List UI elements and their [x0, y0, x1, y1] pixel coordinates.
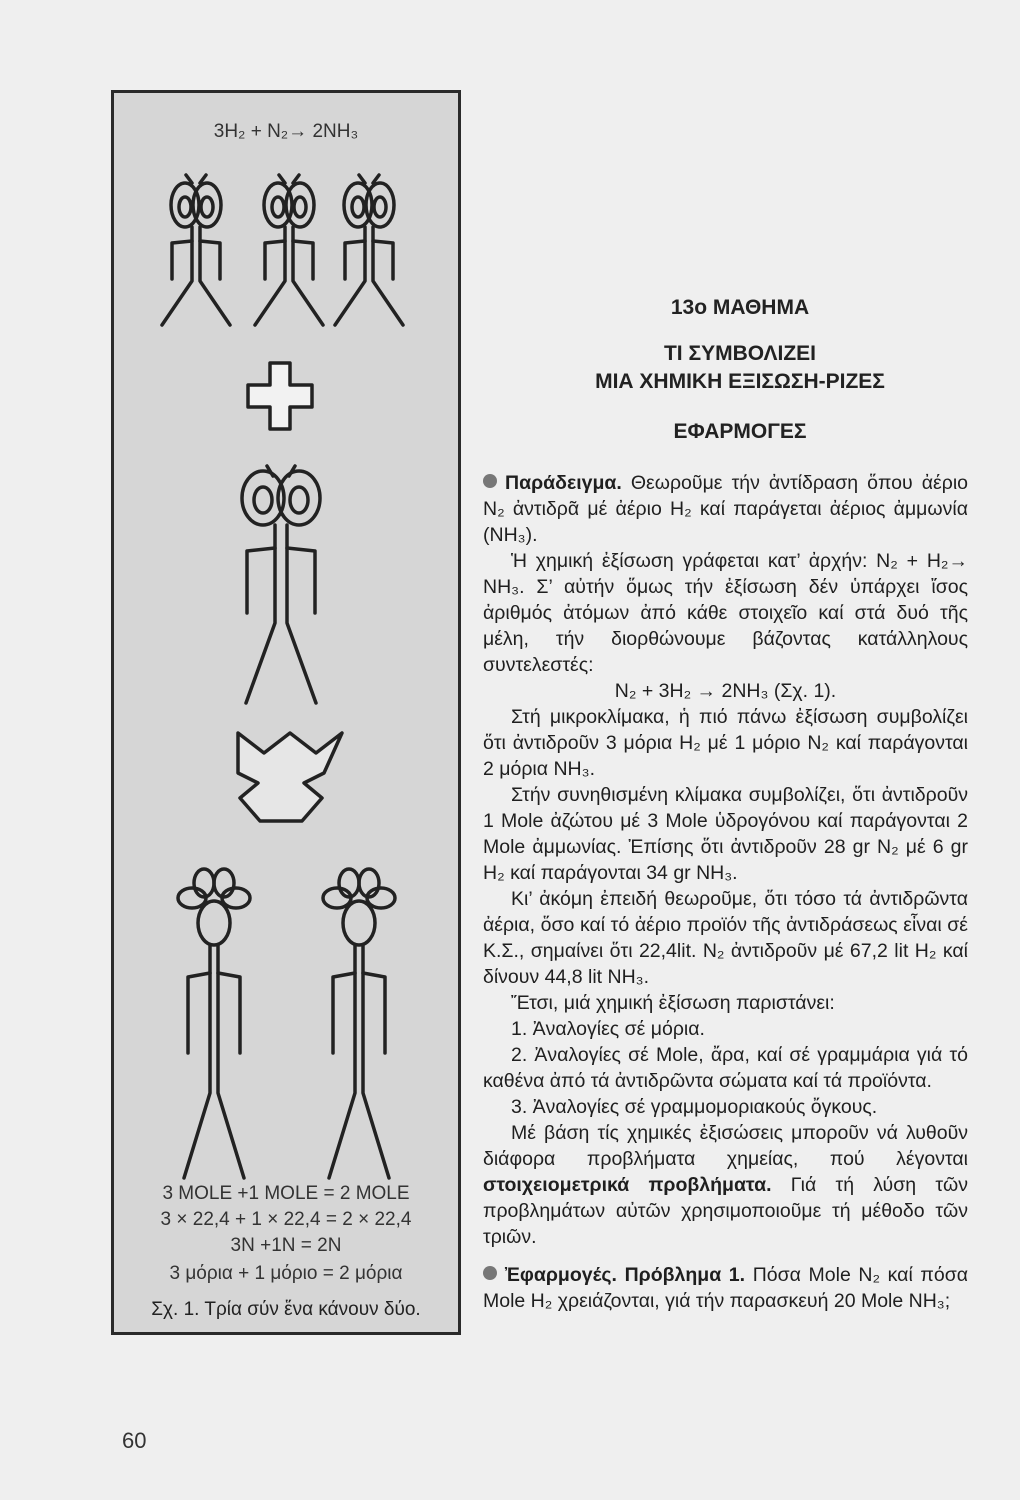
stick-figures-illustration: [114, 93, 464, 1338]
figure-top-equation: 3H₂ + N₂→ 2NH₃: [213, 121, 359, 142]
page-number: 60: [122, 1428, 147, 1453]
balanced-equation: N₂ + 3H₂ → 2NH₃ (Σχ. 1).: [614, 680, 837, 702]
hydrogen-figure: [255, 175, 323, 325]
plus-sign-icon: [248, 363, 312, 429]
equation-atoms: 3N +1N = 2N: [230, 1235, 342, 1256]
paragraph-summary: Ἔτσι, μιά χημική ἐξίσωση παριστάνει:: [511, 992, 835, 1014]
hydrogen-figure: [162, 175, 230, 325]
paragraph-stoichiometry: Μέ βάση τίς χημικές ἐξισώσεις μποροῦν νά λυθοῦν διάφορα προβλήματα χημείας, πού λέγονται στοιχειομετρικά προβλήματα. Γιά τή λύση τῶν προβλημάτων αὐτῶν χρησιμοποιοῦμε τή μέθοδο τῶν τριῶν.: [483, 1122, 969, 1248]
equation-moles: 3 MOLE +1 MOLE = 2 MOLE: [162, 1183, 410, 1204]
equation-molecules: 3 μόρια + 1 μόριο = 2 μόρια: [169, 1263, 403, 1284]
equation-volumes: 3 × 22,4 + 1 × 22,4 = 2 × 22,4: [160, 1209, 412, 1230]
figure-caption: Σχ. 1. Τρία σύν ἕνα κάνουν δύο.: [151, 1299, 421, 1320]
lesson-number: 13ο ΜΑΘΗΜΑ: [670, 296, 810, 319]
arrow-down-icon: [238, 733, 342, 821]
list-item: 3. Ἀναλογίες σέ γραμμομοριακούς ὄγκους.: [511, 1096, 878, 1118]
stoichiometry-term: στοιχειομετρικά προβλήματα.: [483, 1174, 772, 1196]
ammonia-figure: [178, 869, 250, 1178]
problem-label: Ἐφαρμογές. Πρόβλημα 1.: [505, 1264, 746, 1286]
list-item: 1. Ἀναλογίες σέ μόρια.: [511, 1018, 705, 1040]
body-text: [483, 470, 968, 1314]
problem-text: Πόσα Mole N₂ καί πόσα Mole H₂ χρειάζονται, γιά τήν παρασκευή 20 Mole NH₃;: [483, 1264, 969, 1312]
paragraph-gas-volumes: Κι’ ἀκόμη ἐπειδή θεωροῦμε, ὅτι τόσο τά ἀντιδρῶντα ἀέρια, ὅσο καί τό ἀέριο προϊόν τῆς ἀντιδράσεως εἶναι σέ Κ.Σ., σημαίνει ὅτι 22,4lit. N₂ ἀντιδροῦν μέ 67,2 lit H₂ καί δίνουν 44,8 lit NH₃.: [483, 888, 968, 988]
bullet-icon: [483, 474, 497, 488]
ammonia-figure: [323, 869, 395, 1178]
hydrogen-figure: [335, 175, 403, 325]
paragraph-problem-1: [483, 1262, 968, 1314]
figure-panel: [111, 90, 461, 1335]
list-item: 2. Ἀναλογίες σέ Mole, ἄρα, καί σέ γραμμάρια γιά τό καθένα ἀπό τά ἀντιδρῶντα σώματα καί τά προϊόντα.: [483, 1044, 968, 1092]
example-text: Θεωροῦμε τήν ἀντίδραση ὅπου ἀέριο N₂ ἀντιδρᾶ μέ ἀέριο H₂ καί παράγεται ἀέριος ἀμμωνία (NH₃).: [483, 472, 968, 546]
page-title-line1: ΤΙ ΣΥΜΒΟΛΙΖΕΙ: [663, 342, 817, 365]
paragraph-microscale: Στή μικροκλίμακα, ἡ πιό πάνω ἐξίσωση συμβολίζει ὅτι ἀντιδροῦν 3 μόρια H₂ μέ 1 μόριο N₂ καί παράγονται 2 μόρια NH₃.: [483, 706, 968, 780]
paragraph-macroscale: Στήν συνηθισμένη κλίμακα συμβολίζει, ὅτι ἀντιδροῦν 1 Mole ἀζώτου μέ 3 Mole ὑδρογόνου καί παράγονται 2 Mole ἀμμωνίας. Ἐπίσης ὅτι ἀντιδροῦν 28 gr N₂ μέ 6 gr H₂ καί παράγονται 34 gr NH₃.: [483, 784, 968, 884]
paragraph-equation-intro: Ἡ χημική ἐξίσωση γράφεται κατ’ ἀρχήν: N₂ + H₂→ NH₃. Σ’ αὐτήν ὅμως τήν ἐξίσωση δέν ὑπάρχει ἴσος ἀριθμός ἀτόμων ἀπό κάθε στοιχεῖο καί στά δυό τῆς μέλη, τήν διορθώνουμε βάζοντας κατάλληλους συντελεστές:: [483, 550, 968, 676]
paragraph-example: [483, 470, 968, 548]
example-label: Παράδειγμα.: [505, 472, 622, 494]
nitrogen-figure: [242, 466, 320, 703]
page-title-line2: ΜΙΑ ΧΗΜΙΚΗ ΕΞΙΣΩΣΗ-ΡΙΖΕΣ: [595, 370, 885, 393]
bullet-icon: [483, 1266, 497, 1280]
section-subtitle: ΕΦΑΡΜΟΓΕΣ: [673, 420, 807, 443]
